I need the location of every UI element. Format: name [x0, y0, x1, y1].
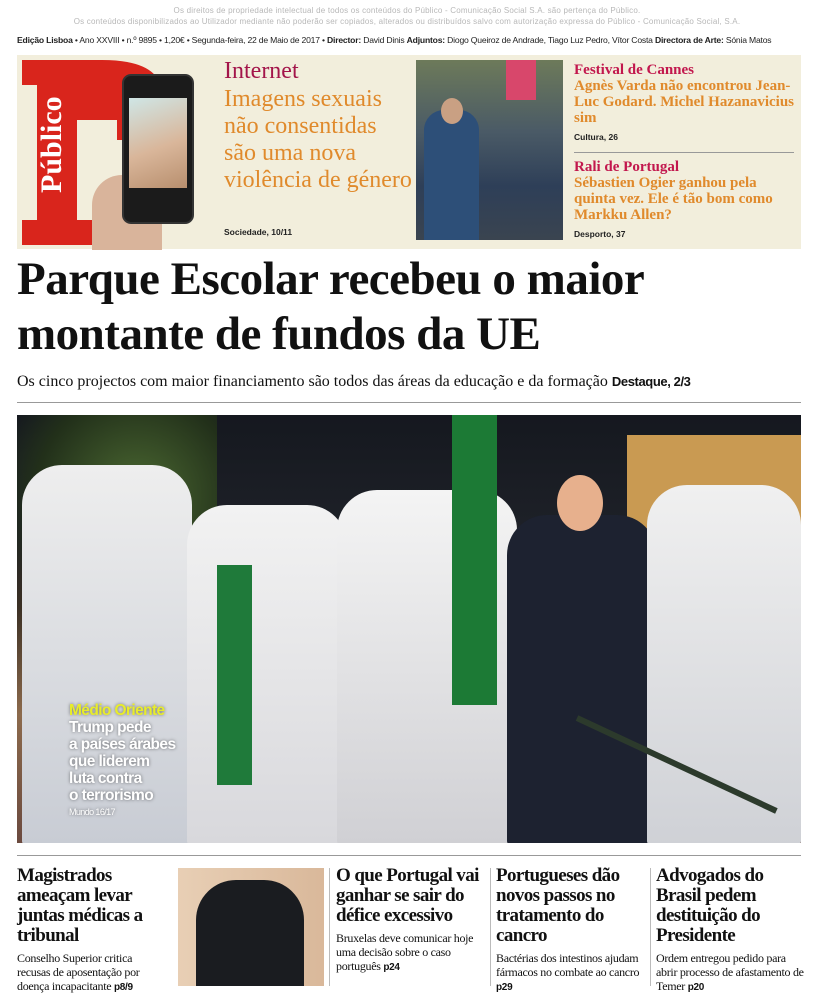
teaser-rali-section: Desporto, 37 — [574, 229, 626, 239]
story-page: p8/9 — [113, 982, 133, 993]
story-magistrados[interactable] — [17, 866, 167, 995]
divider — [650, 868, 651, 986]
story-summary: Conselho Superior critica recusas de aposentação por doença incapacitante — [17, 951, 140, 993]
photo-story[interactable] — [69, 702, 175, 821]
masthead-info — [17, 35, 771, 45]
art-label: Directora de Arte: — [654, 35, 724, 45]
story-summary: Ordem entregou pedido para abrir processo de afastamento de Temer — [656, 951, 804, 993]
story-defice[interactable] — [336, 866, 486, 975]
teaser-cannes-section: Cultura, 26 — [574, 132, 618, 142]
story-headline: Magistrados ameaçam levar juntas médicas a tribunal — [17, 865, 143, 946]
publico-logo-text: Público — [35, 96, 68, 194]
lead-headline-line-1: Parque Escolar recebeu o maior — [17, 253, 645, 305]
photo-story-line: Trump pede — [69, 719, 151, 736]
photo-story-line: a países árabes — [69, 736, 176, 753]
teaser-internet-section: Sociedade, 10/11 — [224, 227, 293, 237]
story-page: p24 — [383, 962, 400, 973]
divider — [329, 868, 330, 986]
lead-subtitle-text: Os cinco projectos com maior financiamento são todos das áreas da educação e da formação — [17, 373, 608, 390]
director: David Dinis — [361, 35, 407, 45]
copyright-line-2: Os conteúdos disponibilizados ao Utilizador mediante não poderão ser copiados, alterados ou distribuídos salvo com autorização expressa do Público - Comunicação Social, S.A. — [73, 17, 741, 26]
issue-info: • Ano XXVIII • n.º 9895 • 1,20€ • Segunda-feira, 22 de Maio de 2017 • — [72, 35, 328, 45]
teaser-rali[interactable] — [574, 159, 800, 239]
story-cancro[interactable] — [496, 866, 648, 995]
story-headline: Advogados do Brasil pedem destituição do Presidente — [656, 865, 764, 946]
lead-page-ref: Destaque, 2/3 — [611, 374, 691, 389]
photo-story-line: o terrorismo — [69, 787, 154, 804]
divider — [17, 855, 801, 856]
story-headline: O que Portugal vai ganhar se sair do défice excessivo — [336, 865, 479, 926]
photo-story-line: luta contra — [69, 770, 142, 787]
photo-story-kicker: Médio Oriente — [69, 702, 165, 719]
teaser-rali-headline: Sébastien Ogier ganhou pela quinta vez. Ele é tão bom como Markku Allen? — [574, 175, 773, 223]
story-brasil[interactable] — [656, 866, 806, 995]
art-director: Sónia Matos — [723, 35, 772, 45]
toga-photo — [178, 868, 324, 986]
teaser-rali-kicker: Rali de Portugal — [574, 159, 679, 175]
teaser-cannes-headline: Agnès Varda não encontrou Jean-Luc Godard. Michel Hazanavicius sim — [574, 78, 795, 126]
teaser-cannes-kicker: Festival de Cannes — [574, 62, 694, 78]
photo-story-ref: Mundo 16/17 — [69, 807, 115, 817]
divider — [17, 402, 801, 403]
lead-headline[interactable] — [17, 252, 644, 362]
phone-photo — [122, 74, 194, 224]
teaser-internet-kicker: Internet — [224, 58, 299, 84]
lead-subtitle — [17, 373, 691, 391]
edition: Edição Lisboa — [17, 35, 73, 45]
divider — [574, 152, 794, 153]
teaser-cannes[interactable] — [574, 62, 800, 142]
photo-story-line: que liderem — [69, 753, 150, 770]
story-page: p29 — [496, 982, 513, 993]
story-summary: Bactérias dos intestinos ajudam fármacos no combate ao cancro — [496, 951, 640, 979]
adjuntos: Diogo Queiroz de Andrade, Tiago Luz Pedro, Vítor Costa — [444, 35, 655, 45]
adjuntos-label: Adjuntos: — [406, 35, 445, 45]
director-label: Director: — [327, 35, 362, 45]
story-page: p20 — [687, 982, 705, 993]
copyright-line-1: Os direitos de propriedade intelectual de todos os conteúdos do Público - Comunicação Social S.A. são pertença do Público. — [173, 6, 641, 15]
divider — [490, 868, 491, 986]
teaser-internet-headline[interactable]: Imagens sexuais não consentidas são uma nova violência de género — [224, 86, 412, 193]
lead-headline-line-2: montante de fundos da UE — [17, 308, 541, 360]
story-summary: Bruxelas deve comunicar hoje uma decisão sobre o caso português — [336, 931, 474, 973]
cannes-photo — [416, 60, 563, 240]
story-headline: Portugueses dão novos passos no tratamento do cancro — [496, 865, 620, 946]
